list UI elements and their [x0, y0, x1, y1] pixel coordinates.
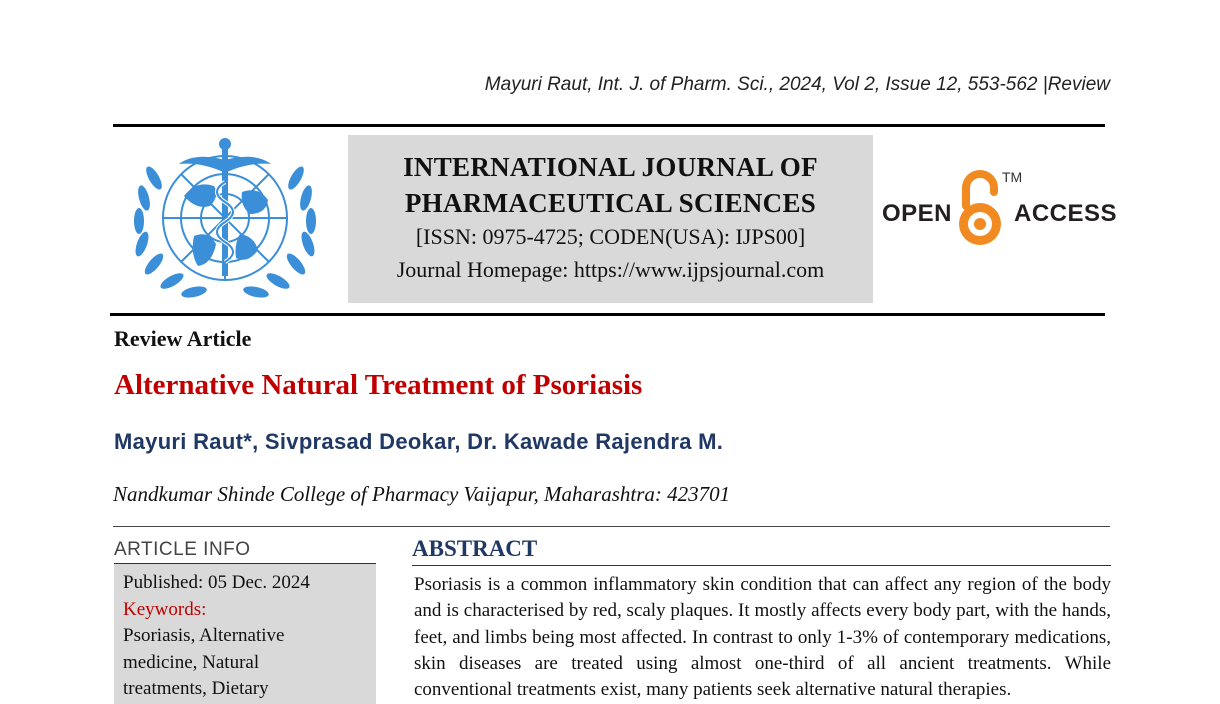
trademark-mark: TM — [1002, 169, 1023, 185]
abstract-heading: ABSTRACT — [412, 536, 538, 561]
keywords-line-3: treatments, Dietary — [123, 678, 269, 699]
open-access-access-text: ACCESS — [1014, 200, 1118, 227]
un-emblem-logo — [124, 136, 326, 308]
abstract-text: Psoriasis is a common inflammatory skin condition that can affect any region of the body and is characterised by red, scaly plaques. It mostly affects every body part, with the hands, feet, and limbs being most affected. In contrast to only 1-3% of contemporary medications, skin diseases are treated using almost one-third of all ancient treatments. While conventional treatments exist, many patients seek alternative natural therapies. — [414, 574, 1111, 701]
author-affiliation: Nandkumar Shinde College of Pharmacy Vaijapur, Maharashtra: 423701 — [113, 482, 731, 506]
open-lock-icon — [952, 166, 1008, 252]
section-divider — [113, 526, 1110, 527]
running-head: Mayuri Raut, Int. J. of Pharm. Sci., 2024, Vol 2, Issue 12, 553-562 |Review — [484, 74, 1110, 95]
article-info-heading: ARTICLE INFO — [114, 539, 251, 560]
keywords-line-2: medicine, Natural — [123, 651, 260, 673]
abstract-rule — [412, 565, 1111, 566]
journal-name-line1: INTERNATIONAL JOURNAL OF — [403, 152, 818, 182]
published-date: Published: 05 Dec. 2024 — [123, 572, 310, 593]
journal-masthead — [348, 135, 873, 303]
open-access-logo — [880, 166, 1118, 252]
article-type: Review Article — [114, 326, 252, 351]
keywords-line-1: Psoriasis, Alternative — [123, 625, 285, 646]
article-authors: Mayuri Raut*, Sivprasad Deokar, Dr. Kawade Rajendra M. — [114, 429, 724, 454]
header-top-rule — [113, 124, 1105, 127]
journal-name-line2: PHARMACEUTICAL SCIENCES — [404, 188, 817, 218]
header-bottom-rule — [110, 313, 1105, 316]
article-info-box — [114, 564, 376, 704]
open-access-open-text: OPEN — [882, 200, 953, 227]
keywords-label: Keywords: — [123, 598, 207, 620]
journal-homepage-link[interactable]: Journal Homepage: https://www.ijpsjournal.com — [396, 257, 825, 282]
article-title: Alternative Natural Treatment of Psoriasis — [114, 369, 643, 401]
journal-issn: [ISSN: 0975-4725; CODEN(USA): IJPS00] — [415, 224, 806, 249]
